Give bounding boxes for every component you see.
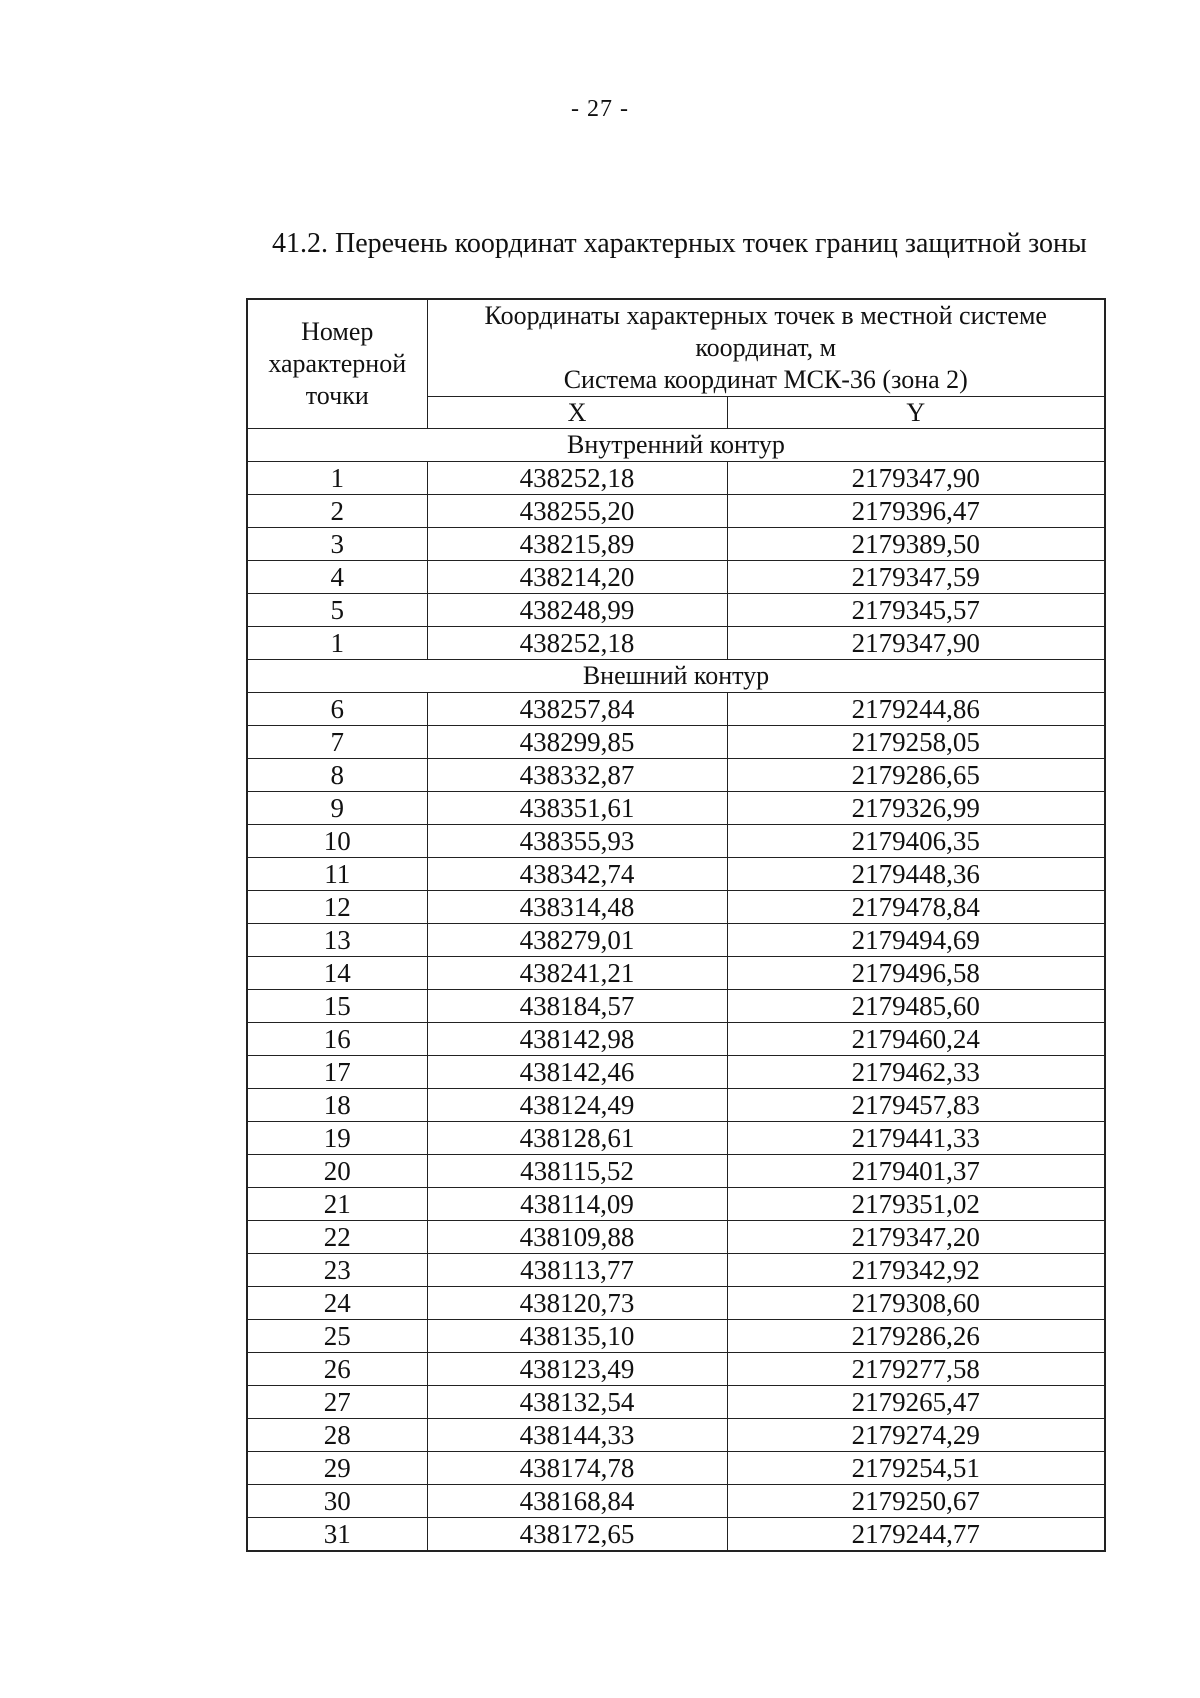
table-row [247, 891, 1105, 924]
table-row [247, 726, 1105, 759]
table-row [247, 990, 1105, 1023]
section-row [247, 660, 1105, 693]
x-coordinate-cell: 438184,57 [427, 990, 727, 1023]
x-coordinate-cell: 438252,18 [427, 462, 727, 495]
y-coordinate-cell: 2179396,47 [727, 495, 1105, 528]
y-coordinate-cell: 2179265,47 [727, 1386, 1105, 1419]
table-row [247, 924, 1105, 957]
table-row [247, 495, 1105, 528]
point-number-cell: 24 [247, 1287, 427, 1320]
point-number-cell: 15 [247, 990, 427, 1023]
table-row [247, 1518, 1105, 1552]
y-coordinate-cell: 2179274,29 [727, 1419, 1105, 1452]
y-coordinate-cell: 2179254,51 [727, 1452, 1105, 1485]
x-coordinate-cell: 438123,49 [427, 1353, 727, 1386]
y-coordinate-cell: 2179401,37 [727, 1155, 1105, 1188]
point-number-cell: 21 [247, 1188, 427, 1221]
y-coordinate-cell: 2179342,92 [727, 1254, 1105, 1287]
y-coordinate-cell: 2179478,84 [727, 891, 1105, 924]
x-coordinate-cell: 438174,78 [427, 1452, 727, 1485]
point-number-cell: 16 [247, 1023, 427, 1056]
x-coordinate-cell: 438299,85 [427, 726, 727, 759]
table-row [247, 1287, 1105, 1320]
x-coordinate-cell: 438132,54 [427, 1386, 727, 1419]
header-point-number: Номер характерной точки [247, 299, 427, 429]
x-coordinate-cell: 438124,49 [427, 1089, 727, 1122]
point-number-cell: 31 [247, 1518, 427, 1552]
x-coordinate-cell: 438144,33 [427, 1419, 727, 1452]
x-coordinate-cell: 438114,09 [427, 1188, 727, 1221]
header-x: X [427, 397, 727, 429]
point-number-cell: 19 [247, 1122, 427, 1155]
x-coordinate-cell: 438120,73 [427, 1287, 727, 1320]
point-number-cell: 26 [247, 1353, 427, 1386]
point-number-cell: 12 [247, 891, 427, 924]
x-coordinate-cell: 438172,65 [427, 1518, 727, 1552]
x-coordinate-cell: 438255,20 [427, 495, 727, 528]
y-coordinate-cell: 2179460,24 [727, 1023, 1105, 1056]
point-number-cell: 29 [247, 1452, 427, 1485]
y-coordinate-cell: 2179277,58 [727, 1353, 1105, 1386]
table-row [247, 1188, 1105, 1221]
header-row-main [247, 299, 1105, 397]
point-number-cell: 5 [247, 594, 427, 627]
table-row [247, 693, 1105, 726]
point-number-cell: 14 [247, 957, 427, 990]
table-row [247, 1452, 1105, 1485]
x-coordinate-cell: 438332,87 [427, 759, 727, 792]
y-coordinate-cell: 2179347,90 [727, 627, 1105, 660]
x-coordinate-cell: 438342,74 [427, 858, 727, 891]
x-coordinate-cell: 438109,88 [427, 1221, 727, 1254]
x-coordinate-cell: 438142,98 [427, 1023, 727, 1056]
point-number-cell: 2 [247, 495, 427, 528]
point-number-cell: 1 [247, 462, 427, 495]
coordinates-table [246, 298, 1106, 1552]
y-coordinate-cell: 2179244,86 [727, 693, 1105, 726]
table-row [247, 1386, 1105, 1419]
y-coordinate-cell: 2179347,59 [727, 561, 1105, 594]
section-row [247, 429, 1105, 462]
point-number-cell: 25 [247, 1320, 427, 1353]
x-coordinate-cell: 438252,18 [427, 627, 727, 660]
y-coordinate-cell: 2179485,60 [727, 990, 1105, 1023]
table-row [247, 1353, 1105, 1386]
y-coordinate-cell: 2179462,33 [727, 1056, 1105, 1089]
table-row [247, 858, 1105, 891]
point-number-cell: 30 [247, 1485, 427, 1518]
point-number-cell: 22 [247, 1221, 427, 1254]
page-number: - 27 - [571, 96, 629, 122]
table-row [247, 1089, 1105, 1122]
table-row [247, 1056, 1105, 1089]
x-coordinate-cell: 438257,84 [427, 693, 727, 726]
y-coordinate-cell: 2179326,99 [727, 792, 1105, 825]
table-row [247, 1254, 1105, 1287]
table-body [247, 429, 1105, 1552]
point-number-cell: 3 [247, 528, 427, 561]
section-title: Внешний контур [247, 660, 1105, 693]
table-row [247, 1485, 1105, 1518]
point-number-cell: 4 [247, 561, 427, 594]
y-coordinate-cell: 2179258,05 [727, 726, 1105, 759]
x-coordinate-cell: 438168,84 [427, 1485, 727, 1518]
table-row [247, 627, 1105, 660]
x-coordinate-cell: 438115,52 [427, 1155, 727, 1188]
x-coordinate-cell: 438314,48 [427, 891, 727, 924]
x-coordinate-cell: 438128,61 [427, 1122, 727, 1155]
y-coordinate-cell: 2179494,69 [727, 924, 1105, 957]
point-number-cell: 11 [247, 858, 427, 891]
y-coordinate-cell: 2179250,67 [727, 1485, 1105, 1518]
y-coordinate-cell: 2179457,83 [727, 1089, 1105, 1122]
point-number-cell: 27 [247, 1386, 427, 1419]
y-coordinate-cell: 2179448,36 [727, 858, 1105, 891]
y-coordinate-cell: 2179496,58 [727, 957, 1105, 990]
point-number-cell: 20 [247, 1155, 427, 1188]
table-row [247, 561, 1105, 594]
table-row [247, 759, 1105, 792]
x-coordinate-cell: 438355,93 [427, 825, 727, 858]
header-coordinates [427, 299, 1105, 397]
point-number-cell: 10 [247, 825, 427, 858]
header-y: Y [727, 397, 1105, 429]
table-row [247, 957, 1105, 990]
point-number-cell: 17 [247, 1056, 427, 1089]
table-row [247, 1320, 1105, 1353]
table-row [247, 792, 1105, 825]
point-number-cell: 18 [247, 1089, 427, 1122]
header-coordinates-line1: Координаты характерных точек в местной системе [484, 301, 1047, 330]
table-row [247, 528, 1105, 561]
table-header [247, 299, 1105, 429]
x-coordinate-cell: 438142,46 [427, 1056, 727, 1089]
y-coordinate-cell: 2179389,50 [727, 528, 1105, 561]
table-row [247, 1023, 1105, 1056]
table-row [247, 1155, 1105, 1188]
x-coordinate-cell: 438113,77 [427, 1254, 727, 1287]
y-coordinate-cell: 2179351,02 [727, 1188, 1105, 1221]
x-coordinate-cell: 438351,61 [427, 792, 727, 825]
table-row [247, 462, 1105, 495]
y-coordinate-cell: 2179286,26 [727, 1320, 1105, 1353]
point-number-cell: 8 [247, 759, 427, 792]
point-number-cell: 7 [247, 726, 427, 759]
point-number-cell: 13 [247, 924, 427, 957]
table-row [247, 825, 1105, 858]
point-number-cell: 6 [247, 693, 427, 726]
y-coordinate-cell: 2179308,60 [727, 1287, 1105, 1320]
y-coordinate-cell: 2179406,35 [727, 825, 1105, 858]
table-row [247, 594, 1105, 627]
point-number-cell: 28 [247, 1419, 427, 1452]
y-coordinate-cell: 2179441,33 [727, 1122, 1105, 1155]
coordinates-table-container [246, 298, 1104, 1552]
point-number-cell: 1 [247, 627, 427, 660]
point-number-cell: 23 [247, 1254, 427, 1287]
x-coordinate-cell: 438214,20 [427, 561, 727, 594]
header-coordinates-line2: координат, м [695, 333, 837, 362]
x-coordinate-cell: 438215,89 [427, 528, 727, 561]
document-heading: 41.2. Перечень координат характерных точек границ защитной зоны [272, 228, 1087, 259]
table-row [247, 1221, 1105, 1254]
x-coordinate-cell: 438135,10 [427, 1320, 727, 1353]
section-title: Внутренний контур [247, 429, 1105, 462]
table-row [247, 1122, 1105, 1155]
header-coordinates-line3: Система координат МСК-36 (зона 2) [563, 365, 968, 394]
y-coordinate-cell: 2179347,20 [727, 1221, 1105, 1254]
x-coordinate-cell: 438248,99 [427, 594, 727, 627]
y-coordinate-cell: 2179347,90 [727, 462, 1105, 495]
x-coordinate-cell: 438279,01 [427, 924, 727, 957]
x-coordinate-cell: 438241,21 [427, 957, 727, 990]
table-row [247, 1419, 1105, 1452]
y-coordinate-cell: 2179345,57 [727, 594, 1105, 627]
y-coordinate-cell: 2179244,77 [727, 1518, 1105, 1552]
y-coordinate-cell: 2179286,65 [727, 759, 1105, 792]
point-number-cell: 9 [247, 792, 427, 825]
